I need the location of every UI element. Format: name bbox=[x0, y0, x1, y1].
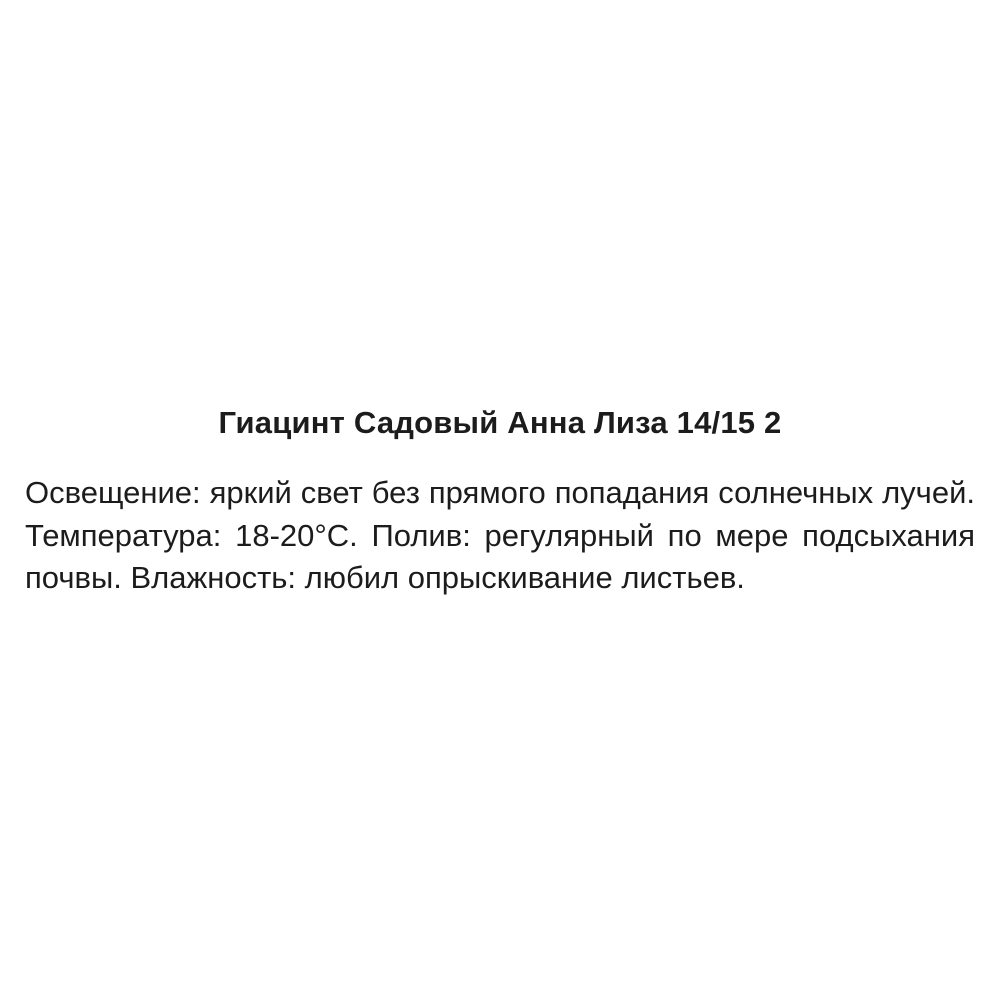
description-line-3: почвы. Влажность: любил опрыскивание листьев. bbox=[25, 560, 745, 595]
description-line-1: Освещение: яркий свет без прямого попадания солнечных лучей. bbox=[25, 475, 975, 510]
description-line-2: Температура: 18-20°С. Полив: регулярный по мере подсыхания bbox=[25, 517, 975, 553]
product-title: Гиацинт Садовый Анна Лиза 14/15 2 bbox=[218, 405, 782, 440]
product-care-description bbox=[25, 472, 975, 600]
